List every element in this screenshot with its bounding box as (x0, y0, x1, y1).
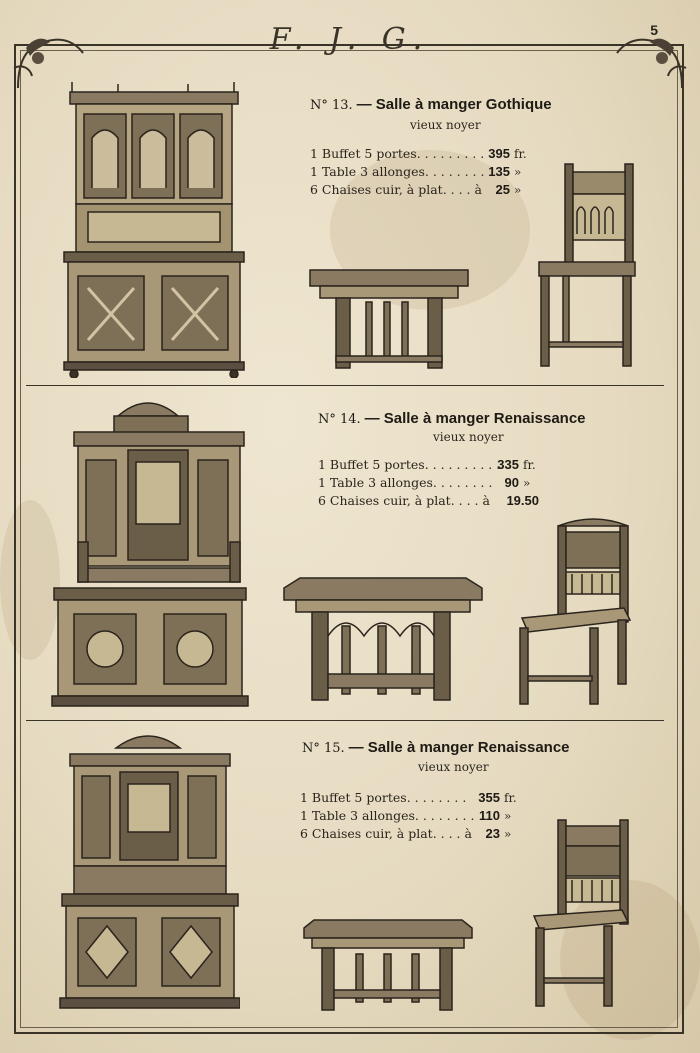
section-subtitle: vieux noyer (433, 430, 504, 444)
gothic-buffet-illustration (58, 78, 248, 378)
item-unit: » (523, 476, 531, 490)
renaissance-chair-illustration (532, 818, 632, 1012)
section-divider (26, 385, 664, 386)
gothic-chair-illustration (535, 162, 640, 374)
item-unit: » (514, 183, 522, 197)
page-number: 5 (650, 22, 658, 38)
item-price: 135 (488, 164, 510, 179)
section-14-title (318, 410, 586, 427)
item-price: 19.50 (506, 493, 539, 508)
renaissance-chair-illustration (514, 516, 636, 710)
item-price: 23 (485, 826, 500, 841)
item-label: 1 Table 3 allonges. . . . . . . . (318, 475, 493, 490)
item-label: 1 Table 3 allonges. . . . . . . . (310, 164, 485, 179)
item-price: 335 (497, 457, 519, 472)
section-title: — Salle à manger Renaissance (364, 410, 586, 427)
section-number: N° 14. (318, 412, 361, 427)
section-subtitle: vieux noyer (410, 118, 481, 132)
item-price: 395 (488, 146, 510, 161)
renaissance-buffet-illustration (56, 728, 240, 1010)
section-subtitle: vieux noyer (418, 760, 489, 774)
renaissance-table-illustration (280, 576, 485, 708)
section-title: — Salle à manger Renaissance (348, 739, 570, 756)
item-unit: fr. (514, 147, 527, 161)
section-number: N° 15. (302, 741, 345, 756)
section-13-title (310, 96, 552, 113)
item-unit: » (514, 165, 522, 179)
item-price: 25 (495, 182, 510, 197)
section-15-title (302, 739, 570, 756)
section-divider (26, 720, 664, 721)
corner-ornament-top-right (612, 28, 692, 98)
section-number: N° 13. (310, 98, 353, 113)
page-header-initials: F. J. G. (269, 22, 431, 57)
renaissance-table-illustration (300, 918, 475, 1014)
item-label: 1 Buffet 5 portes. . . . . . . . . . (318, 457, 501, 472)
item-unit: » (504, 809, 512, 823)
item-label: 6 Chaises cuir, à plat. . . . à (310, 182, 482, 197)
item-label: 6 Chaises cuir, à plat. . . . à (318, 493, 490, 508)
item-unit: fr. (523, 458, 536, 472)
item-label: 1 Buffet 5 portes. . . . . . . . (300, 790, 467, 805)
gothic-table-illustration (308, 268, 473, 378)
item-price: 90 (504, 475, 519, 490)
item-label: 6 Chaises cuir, à plat. . . . à (300, 826, 472, 841)
item-label: 1 Buffet 5 portes. . . . . . . . . (310, 146, 485, 161)
item-unit: » (504, 827, 512, 841)
item-label: 1 Table 3 allonges. . . . . . . . (300, 808, 475, 823)
renaissance-buffet-illustration (48, 392, 253, 710)
item-unit: fr. (504, 791, 517, 805)
item-price: 110 (479, 808, 500, 823)
item-price: 355 (478, 790, 500, 805)
section-title: — Salle à manger Gothique (356, 96, 552, 113)
